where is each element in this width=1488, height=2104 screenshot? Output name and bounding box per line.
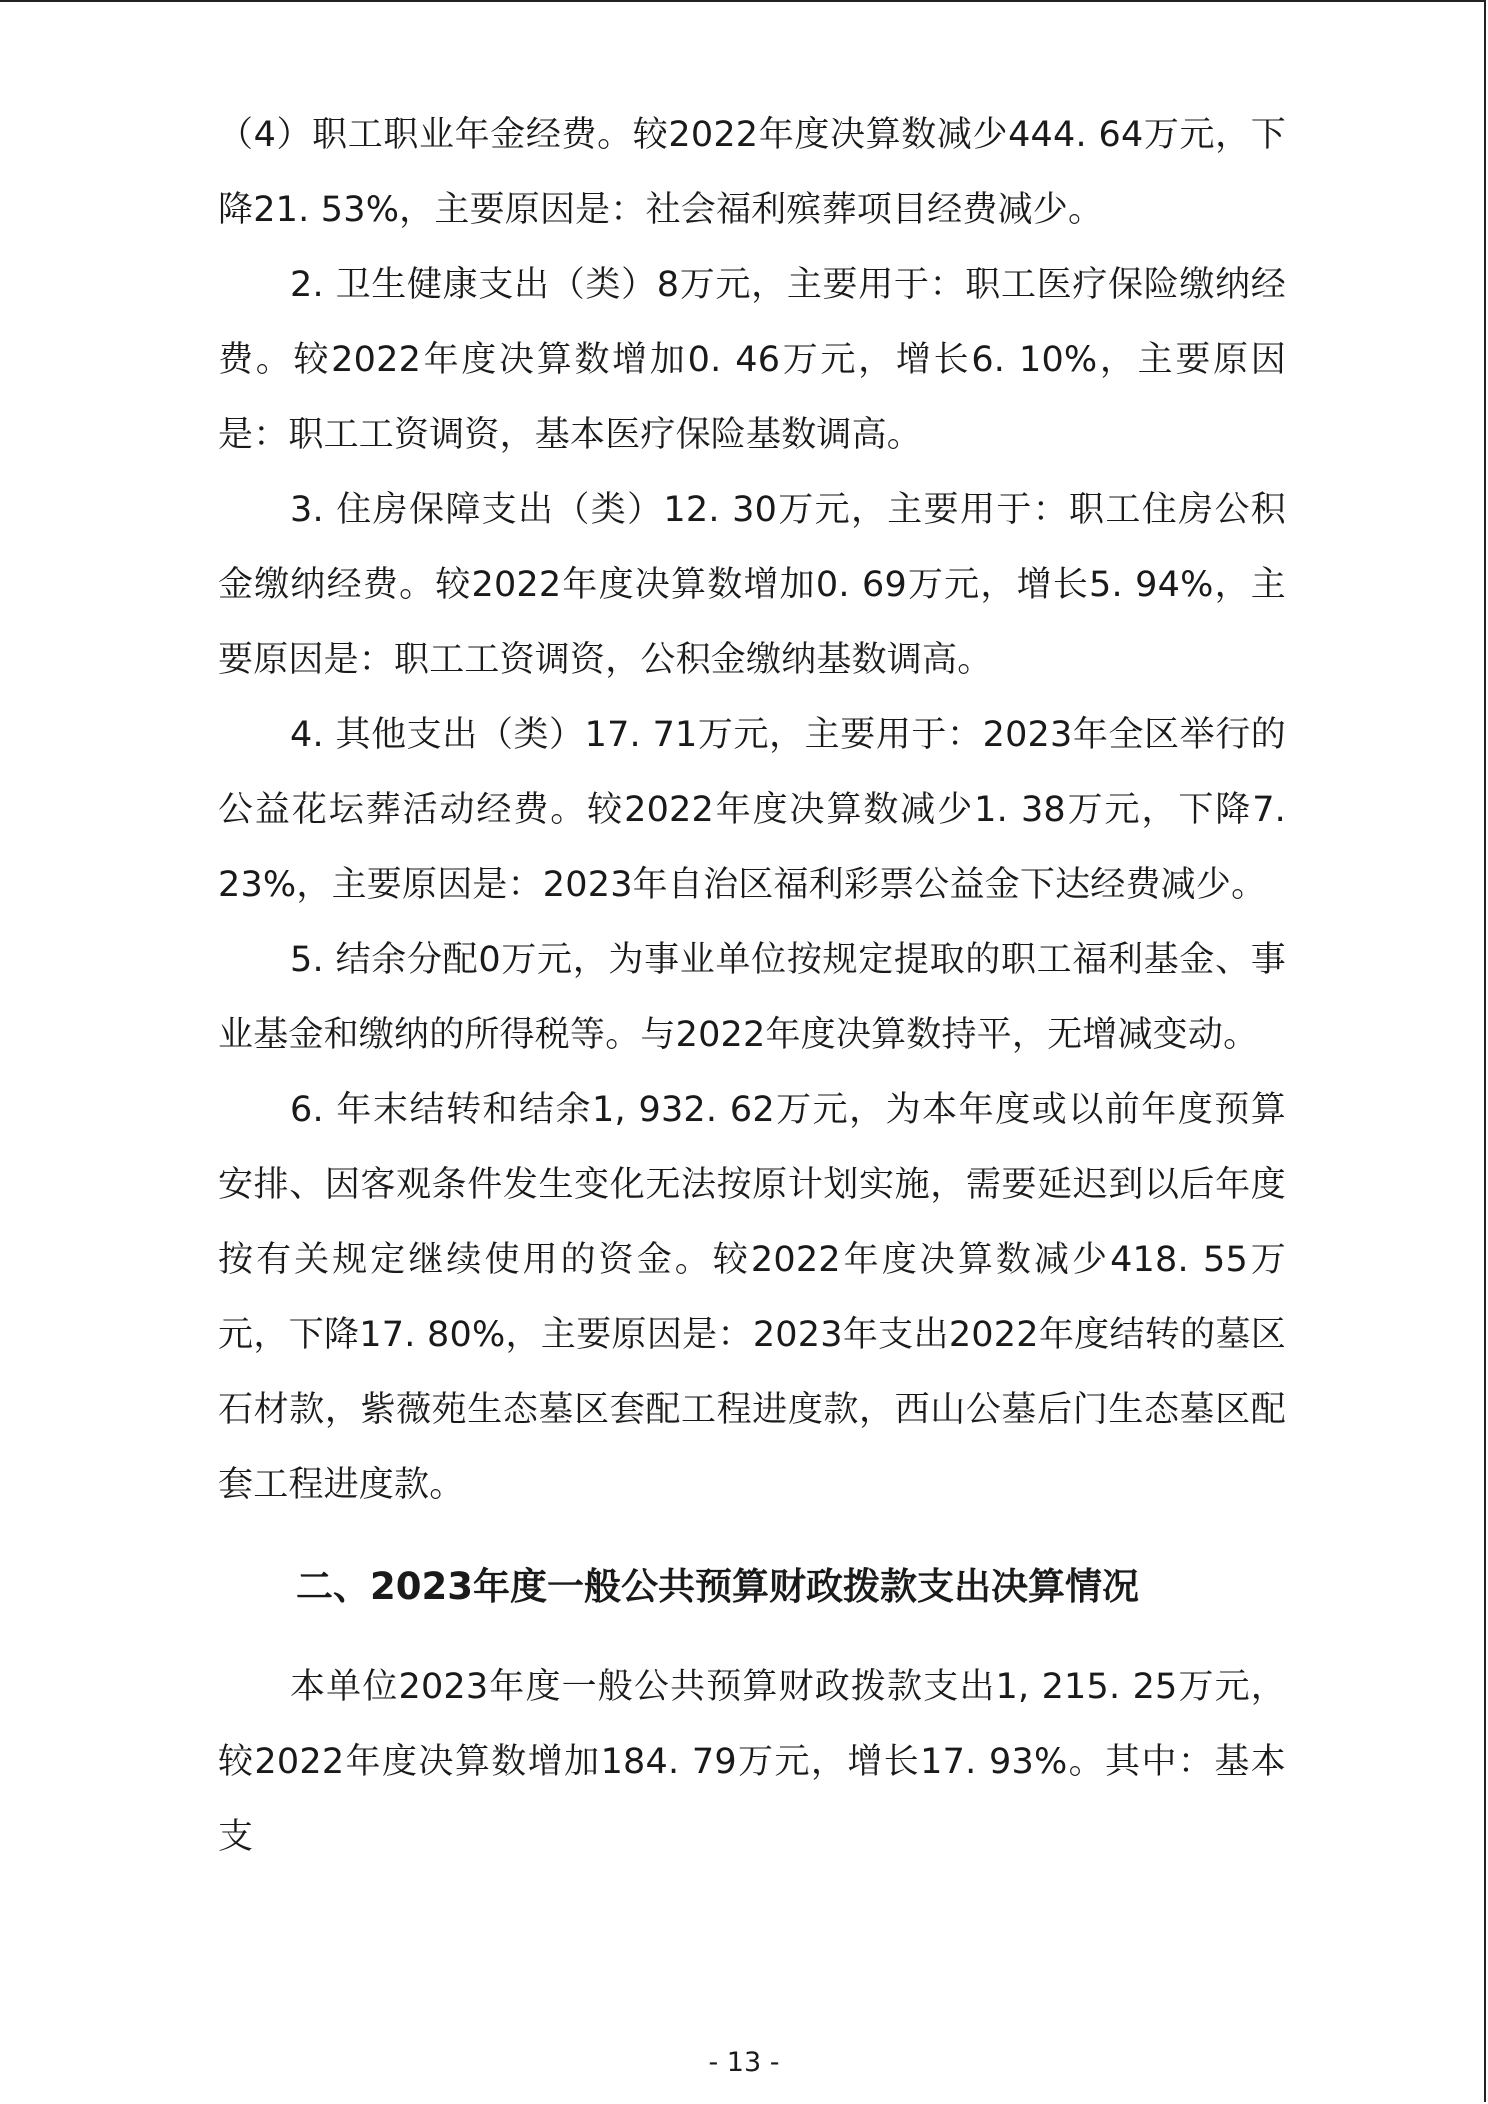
paragraph-year-end-carryover: 6. 年末结转和结余1, 932. 62万元，为本年度或以前年度预算安排、因客观条件发生变化无法按原计划实施，需要延迟到以后年度按有关规定继续使用的资金。较2022年度决算数减少418. 55万元，下降17. 80%，主要原因是：2023年支出2022年度结转的墓区石材款，紫薇苑生态墓区套配工程进度款，西山公墓后门生态墓区配套工程进度款。 — [218, 1090, 1286, 1505]
paragraph-health-expenditure: 2. 卫生健康支出（类）8万元，主要用于：职工医疗保险缴纳经费。较2022年度决算数增加0. 46万元，增长6. 10%，主要原因是：职工工资调资，基本医疗保险基数调高。 — [218, 265, 1286, 455]
paragraph-other-expenditure: 4. 其他支出（类）17. 71万元，主要用于：2023年全区举行的公益花坛葬活动经费。较2022年度决算数减少1. 38万元，下降7. 23%，主要原因是：2023年自治区福利彩票公益金下达经费减少。 — [218, 715, 1286, 905]
section-heading: 二、2023年度一般公共预算财政拨款支出决算情况 — [296, 1565, 1139, 1608]
paragraph-general-budget-expenditure: 本单位2023年度一般公共预算财政拨款支出1, 215. 25万元，较2022年度决算数增加184. 79万元，增长17. 93%。其中：基本支 — [218, 1667, 1286, 1857]
paragraph-housing-expenditure: 3. 住房保障支出（类）12. 30万元，主要用于：职工住房公积金缴纳经费。较2022年度决算数增加0. 69万元，增长5. 94%，主要原因是：职工工资调资，公积金缴纳基数调高。 — [218, 490, 1286, 680]
paragraph-surplus-distribution: 5. 结余分配0万元，为事业单位按规定提取的职工福利基金、事业基金和缴纳的所得税等。与2022年度决算数持平，无增减变动。 — [218, 940, 1286, 1055]
document-body — [218, 98, 1286, 1875]
page-number: - 13 - — [708, 2047, 780, 2078]
paragraph-occupational-annuity: （4）职工职业年金经费。较2022年度决算数减少444. 64万元，下降21. 53%，主要原因是：社会福利殡葬项目经费减少。 — [218, 115, 1286, 230]
